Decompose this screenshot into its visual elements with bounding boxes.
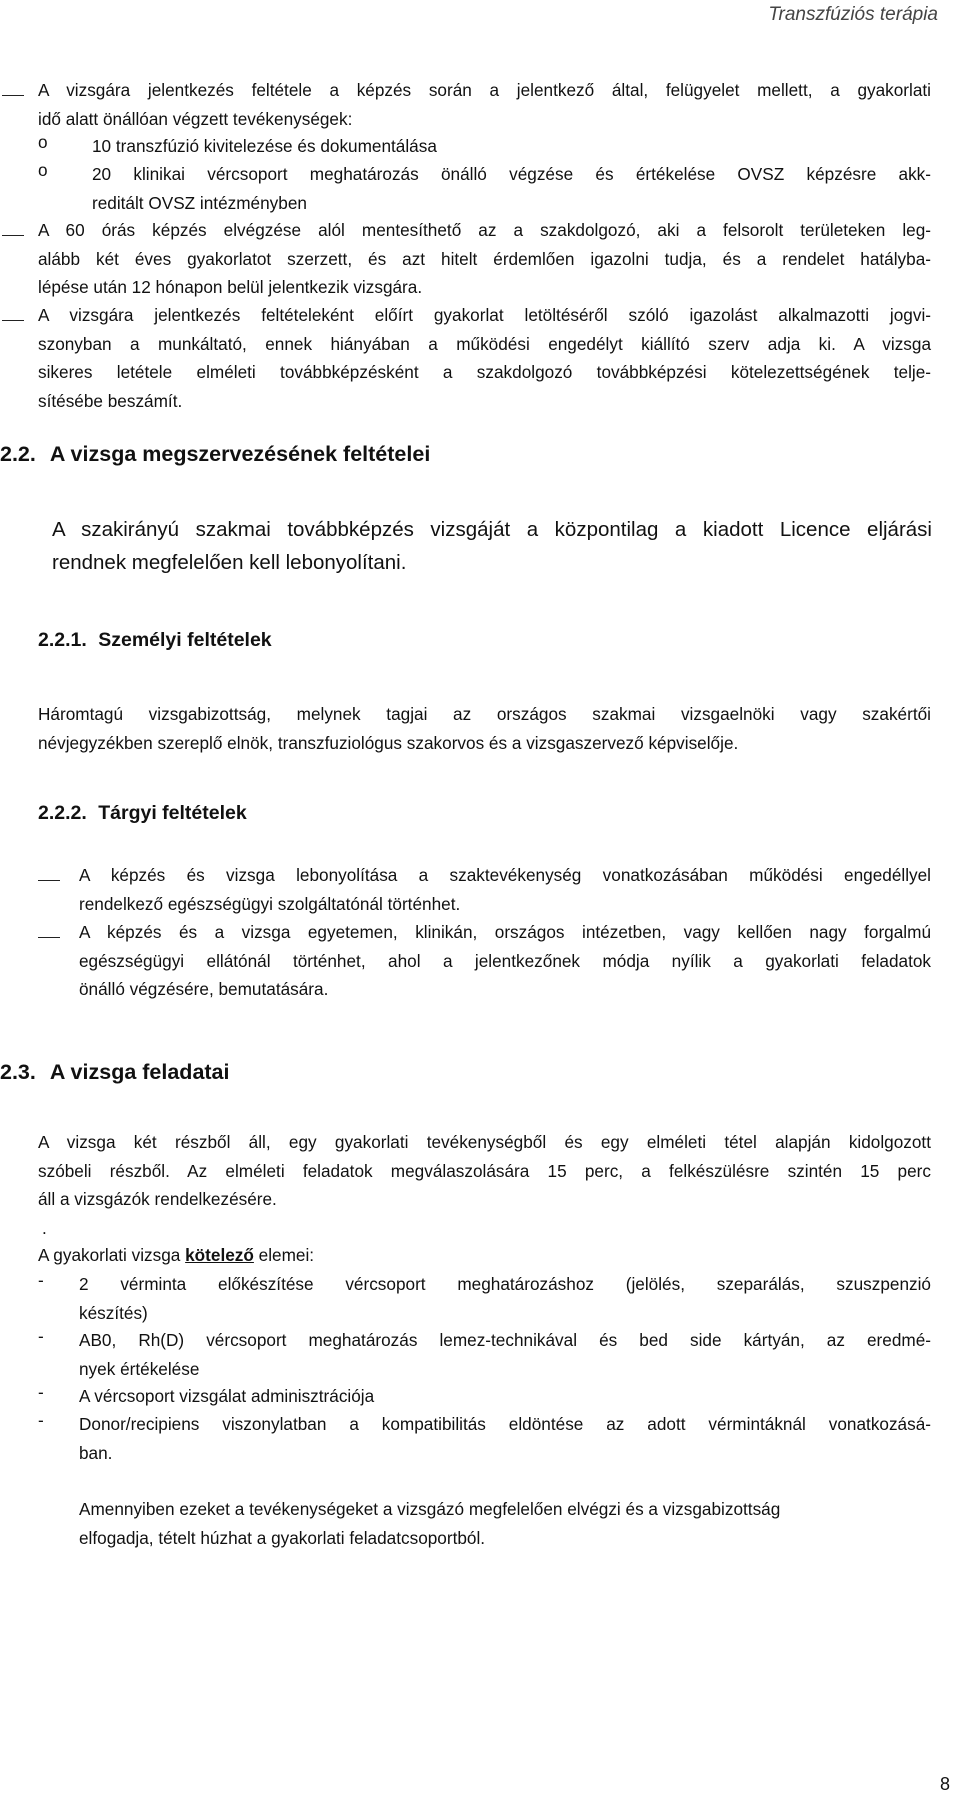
hyphen-bullet: - [38, 1382, 44, 1402]
section-heading [0, 1060, 230, 1085]
text-line: áll a vizsgázók rendelkezésére. [38, 1189, 277, 1209]
text-line: ban. [79, 1442, 113, 1463]
dash-bullet [38, 880, 60, 881]
list-item [92, 132, 931, 161]
text-line: reditált OVSZ intézményben [92, 192, 307, 213]
text-line: készítés) [79, 1302, 148, 1323]
text-line: A 60 órás képzés elvégzése alól mentesíthető az a szakdolgozó, aki a felsorolt területeken leg- [38, 220, 931, 240]
subsection-heading [38, 629, 272, 652]
dash-bullet [2, 320, 24, 321]
text-line: sikeres letétele elméleti továbbképzésként a szakdolgozó továbbképzési kötelezettségének telje- [38, 362, 931, 382]
text-line: szonyban a munkáltató, ennek hiányában a működési engedélyt kiállító szerv adja ki. A vizsga [38, 333, 931, 354]
paragraph [38, 301, 931, 415]
text-line: sítésébe beszámít. [38, 390, 183, 411]
paragraph [38, 76, 931, 133]
text-line: 2 vérminta előkészítése vércsoport meghatározáshoz (jelölés, szeparálás, szuszpenzió [79, 1274, 931, 1294]
page-number: 8 [939, 1774, 950, 1794]
list-item [79, 1270, 931, 1327]
section-heading [0, 442, 430, 467]
paragraph [52, 513, 932, 579]
text-line: Donor/recipiens viszonylatban a kompatibilitás eldöntése az adott vérmintáknál vonatkozásá- [79, 1414, 931, 1434]
list-item [79, 1410, 931, 1467]
text-line: lépése után 12 hónapon belül jelentkezik vizsgára. [38, 277, 423, 297]
emphasis-word: kötelező [185, 1245, 254, 1265]
text-line: rendnek megfelelően kell lebonyolítani. [52, 551, 407, 574]
paragraph [79, 1495, 931, 1552]
intro-suffix: elemei: [253, 1245, 315, 1265]
list-item [92, 160, 931, 217]
text-line: A vércsoport vizsgálat adminisztrációja [79, 1386, 375, 1406]
section-number: 2.3. [0, 1060, 36, 1084]
text-line: A vizsgára jelentkezés feltétele a képzés során a jelentkező által, felügyelet mellett, a gyakorlati [38, 80, 931, 100]
text-line: A szakirányú szakmai továbbképzés vizsgáját a központilag a kiadott Licence eljárási [52, 518, 932, 541]
paragraph [38, 1128, 931, 1242]
text-line: 20 klinikai vércsoport meghatározás önálló végzése és értékelése OVSZ képzésre akk- [92, 164, 931, 184]
section-title: A vizsga feladatai [49, 1060, 230, 1084]
text-line: önálló végzésére, bemutatására. [79, 979, 329, 999]
paragraph [38, 1241, 931, 1270]
circle-bullet: o [38, 160, 48, 180]
section-number: 2.2. [0, 442, 36, 466]
text-line: Amennyiben ezeket a tevékenységeket a vizsgázó megfelelően elvégzi és a vizsgabizottság [79, 1499, 781, 1519]
text-line: 10 transzfúzió kivitelezése és dokumentálása [92, 136, 437, 156]
list-item [79, 1382, 931, 1411]
section-title: Tárgyi feltételek [98, 802, 247, 824]
text-line: alább két éves gyakorlatot szerzett, és azt hitelt érdemlően igazolni tudja, és a rendelet hatályba- [38, 248, 931, 269]
intro-prefix: A gyakorlati vizsga [38, 1245, 186, 1265]
circle-bullet: o [38, 132, 48, 152]
stray-dot: . [42, 1217, 47, 1238]
list-item [79, 861, 931, 918]
hyphen-bullet: - [38, 1326, 44, 1346]
text-line: rendelkező egészségügyi szolgáltatónál történhet. [79, 893, 461, 914]
dash-bullet [38, 937, 60, 938]
text-line: idő alatt önállóan végzett tevékenységek: [38, 108, 353, 129]
dash-bullet [2, 95, 24, 96]
text-line: A vizsga két részből áll, egy gyakorlati tevékenységből és egy elméleti tétel alapján kidolgozott [38, 1132, 931, 1152]
dash-bullet [2, 235, 24, 236]
text-line: névjegyzékben szereplő elnök, transzfuziológus szakorvos és a vizsgaszervező képviselője. [38, 732, 739, 753]
text-line: Háromtagú vizsgabizottság, melynek tagjai az országos szakmai vizsgaelnöki vagy szakértői [38, 704, 931, 724]
hyphen-bullet: - [38, 1410, 44, 1430]
paragraph [38, 216, 931, 302]
hyphen-bullet: - [38, 1270, 44, 1290]
text-line: A vizsgára jelentkezés feltételeként előírt gyakorlat letöltéséről szóló igazolást alkalmazotti jogvi- [38, 305, 931, 325]
subsection-heading [38, 802, 247, 825]
text-line: nyek értékelése [79, 1358, 200, 1379]
list-item [79, 1326, 931, 1383]
text-line: AB0, Rh(D) vércsoport meghatározás lemez-technikával és bed side kártyán, az eredmé- [79, 1330, 931, 1350]
section-title: A vizsga megszervezésének feltételei [49, 442, 431, 466]
section-number: 2.2.2. [38, 802, 87, 824]
text-line: egészségügyi ellátónál történhet, ahol a jelentkezőnek módja nyílik a gyakorlati feladatok [79, 950, 931, 971]
section-title: Személyi feltételek [98, 629, 272, 651]
text-line: elfogadja, tételt húzhat a gyakorlati feladatcsoportból. [79, 1527, 486, 1548]
text-line: A képzés és vizsga lebonyolítása a szaktevékenység vonatkozásában működési engedéllyel [79, 865, 931, 885]
practical-intro [38, 1241, 931, 1270]
list-item [79, 918, 931, 1004]
section-number: 2.2.1. [38, 629, 87, 651]
running-header: Transzfúziós terápia [768, 4, 938, 25]
text-line: A képzés és a vizsga egyetemen, klinikán, országos intézetben, vagy kellően nagy forgalmú [79, 922, 931, 942]
paragraph [38, 700, 931, 757]
text-line: szóbeli részből. Az elméleti feladatok megválaszolására 15 perc, a felkészülésre szintén 15 perc [38, 1160, 931, 1181]
